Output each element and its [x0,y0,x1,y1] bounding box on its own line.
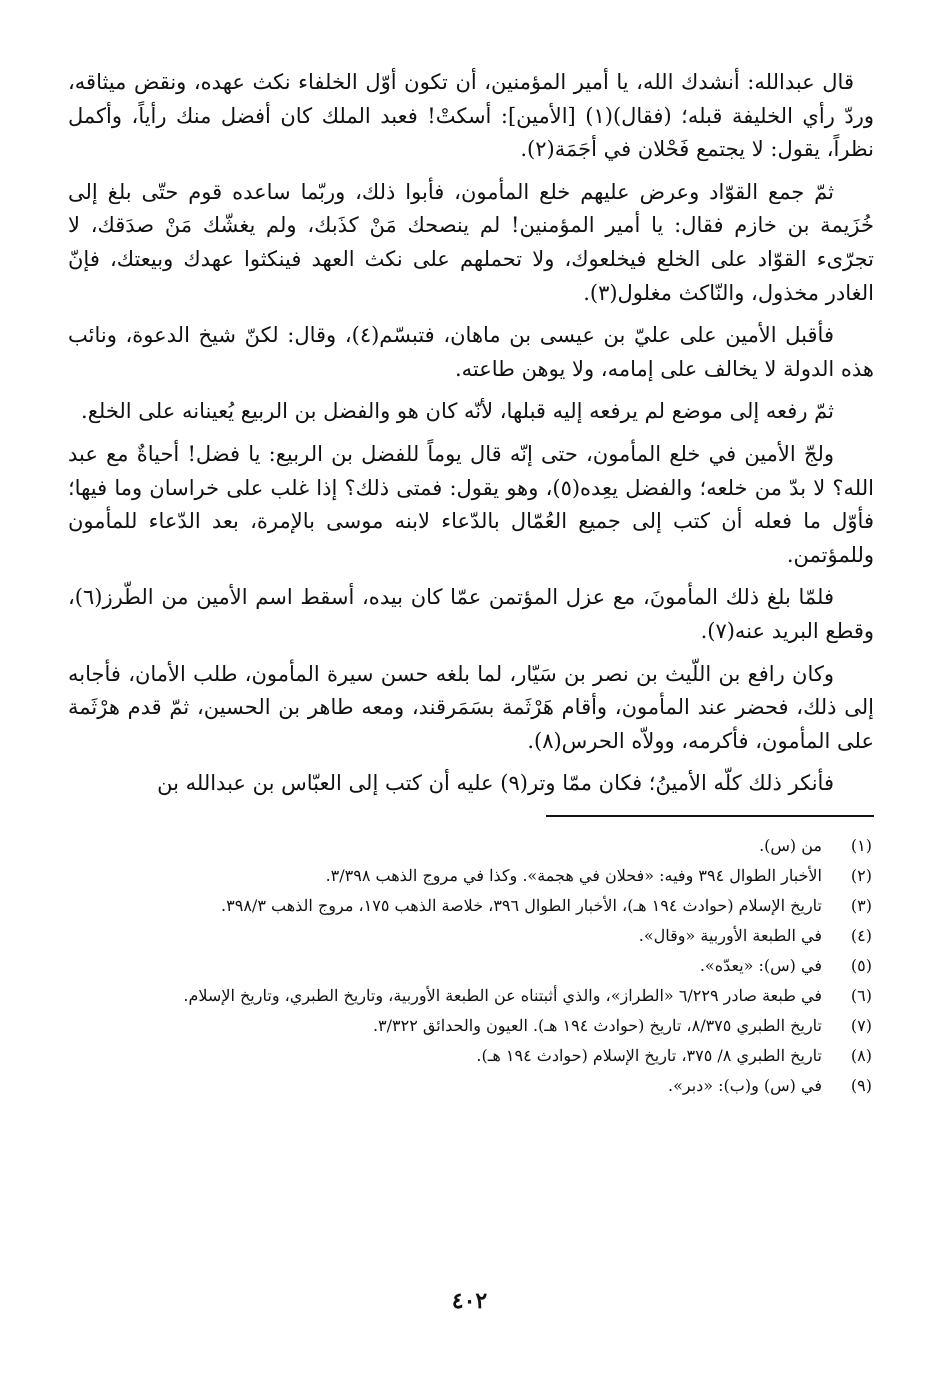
main-text [68,66,874,801]
footnote-text: في الطبعة الأوربية «وقال». [638,925,822,945]
paragraph: ثمّ جمع القوّاد وعرض عليهم خلع المأمون، فأبوا ذلك، وربّما ساعده قوم حتّى بلغ إلى خُزَيمة بن خازم فقال: يا أمير المؤمنين! لم ينصحك مَنْ كذَبك، ولم يغشّك مَنْ صدَقك، لا تجرّىء القوّاد على الخلع فيخلعوك، ولا تحملهم على نكث العهد فينكثوا عهدك وبيعتك، فإنّ الغادر مخذول، والنّاكث مغلول(٣). [68,179,874,305]
page-number: ٤٠٢ [451,1288,488,1314]
footnote-number: (٢) [850,865,872,885]
paragraph: فأقبل الأمين على عليّ بن عيسى بن ماهان، فتبسّم(٤)، وقال: لكنّ شيخ الدعوة، ونائب هذه الدولة لا يخالف على إمامه، ولا يوهن طاعته. [68,323,874,381]
footnote-item [68,863,874,889]
footnote-item [68,983,874,1009]
footnote-text: تاريخ الطبري ٨/٣٧٥، تاريخ (حوادث ١٩٤ هـ). العيون والحدائق ٣/٣٢٢. [372,1015,822,1035]
footnote-item [68,923,874,949]
paragraph: ولجّ الأمين في خلع المأمون، حتى إنّه قال يوماً للفضل بن الربيع: يا فضل! أحياةٌ مع عبد الله؟ لا بدّ من خلعه؛ والفضل يعِده(٥)، وهو يقول: فمتى ذلك؟ إذا غلب على خراسان وما فيها؛ فأوّل ما فعله أن كتب إلى جميع العُمّال بالدّعاء لابنه موسى بالإمرة، بعد الدّعاء للمأمون وللمؤتمن. [68,441,874,567]
paragraph: فأنكر ذلك كلّه الأمينُ؛ فكان ممّا وتر(٩) عليه أن كتب إلى العبّاس بن عبدالله بن [157,771,834,796]
footnote-text: في (س) و(ب): «دبر». [668,1075,822,1095]
footnote-number: (٣) [850,895,872,915]
footnote-item [68,833,874,859]
footnote-text: في طبعة صادر ٦/٢٢٩ «الطراز»، والذي أثبتناه عن الطبعة الأوربية، وتاريخ الطبري، وتاريخ الإسلام. [183,985,822,1005]
footnote-divider [546,815,874,817]
footnote-item [68,1013,874,1039]
footnote-item [68,893,874,919]
footnote-item [68,953,874,979]
book-page [68,66,874,1103]
footnote-text: تاريخ الطبري ٨/ ٣٧٥، تاريخ الإسلام (حوادث ١٩٤ هـ). [476,1045,822,1065]
footnote-number: (٧) [850,1015,872,1035]
footnote-text: في (س): «يعدّه». [699,955,822,975]
paragraph: ثمّ رفعه إلى موضع لم يرفعه إليه قبلها، لأنّه كان هو والفضل بن الربيع يُعينانه على الخلع. [81,399,834,424]
footnote-text: من (س). [759,835,822,855]
footnote-text: الأخبار الطوال ٣٩٤ وفيه: «فحلان في هجمة». وكذا في مروج الذهب ٣/٣٩٨. [325,865,822,885]
footnote-number: (٩) [850,1075,872,1095]
paragraph: فلمّا بلغ ذلك المأمونَ، مع عزل المؤتمن عمّا كان بيده، أسقط اسم الأمين من الطّرز(٦)، وقطع البريد عنه(٧). [68,585,874,643]
paragraph: قال عبدالله: أنشدك الله، يا أمير المؤمنين، أن تكون أوّل الخلفاء نكث عهده، ونقض ميثاقه، وردّ رأي الخليفة قبله؛ (فقال)(١) [الأمين]: أسكتْ! فعبد الملك كان أفضل منك رأياً، وأكمل نظراً، يقول: لا يجتمع فَحْلان في أجَمَة(٢). [68,70,874,162]
footnote-number: (٤) [850,925,872,945]
footnote-item [68,1073,874,1099]
footnote-text: تاريخ الإسلام (حوادث ١٩٤ هـ)، الأخبار الطوال ٣٩٦، خلاصة الذهب ١٧٥، مروج الذهب ٣٩٨/٣. [221,895,822,915]
footnote-number: (١) [850,835,872,855]
footnote-number: (٨) [850,1045,872,1065]
footnote-number: (٦) [850,985,872,1005]
footnotes-list [68,833,874,1099]
paragraph: وكان رافع بن اللّيث بن نصر بن سَيّار، لما بلغه حسن سيرة المأمون، طلب الأمان، فأجابه إلى ذلك، فحضر عند المأمون، وأقام هَرْثَمة بسَمَرقند، ومعه طاهر بن الحسين، ثمّ قدم هرْثَمة على المأمون، فأكرمه، وولاّه الحرس(٨). [68,661,874,753]
footnote-item [68,1043,874,1069]
footnote-number: (٥) [850,955,872,975]
